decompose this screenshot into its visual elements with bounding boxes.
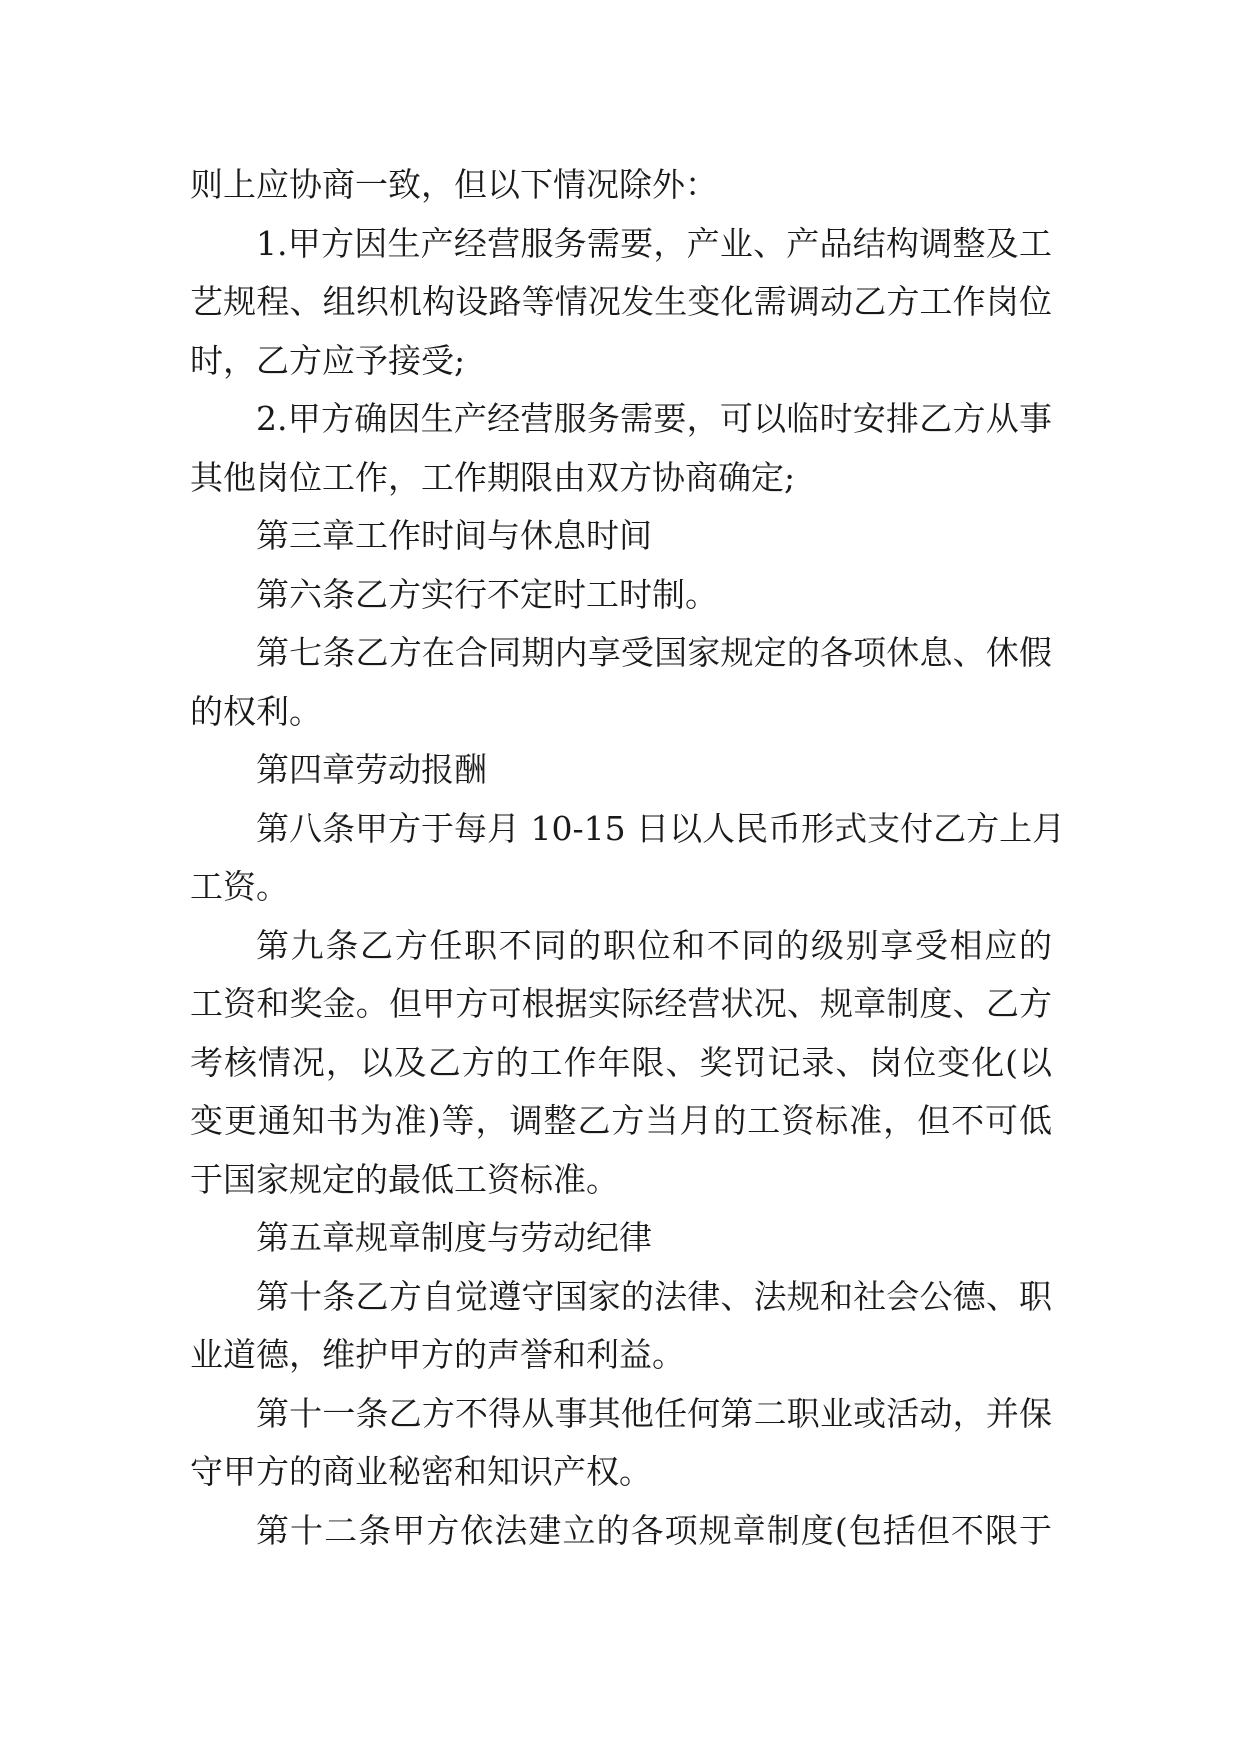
text-line: 其他岗位工作，工作期限由双方协商确定; — [190, 457, 796, 497]
text-line: 工资。 — [190, 867, 289, 906]
text-line: 第六条乙方实行不定时工时制。 — [256, 574, 718, 614]
text-line: 第十条乙方自觉遵守国家的法律、法规和社会公德、职 — [256, 1276, 1052, 1316]
text-line: 第七条乙方在合同期内享受国家规定的各项休息、休假 — [256, 633, 1052, 672]
text-line: 考核情况，以及乙方的工作年限、奖罚记录、岗位变化(以 — [190, 1042, 1052, 1082]
text-line: 艺规程、组织机构设路等情况发生变化需调动乙方工作岗位 — [190, 282, 1052, 321]
text-line: 2.甲方确因生产经营服务需要，可以临时安排乙方从事 — [256, 399, 1052, 438]
text-line: 时，乙方应予接受; — [190, 340, 466, 380]
text-line: 第九条乙方任职不同的职位和不同的级别享受相应的 — [256, 925, 1052, 965]
text-line: 1.甲方因生产经营服务需要，产业、产品结构调整及工 — [256, 223, 1052, 263]
text-line: 的权利。 — [190, 691, 322, 731]
text-line: 第八条甲方于每月 10-15 日以人民币形式支付乙方上月 — [256, 808, 1066, 848]
text-line: 第四章劳动报酬 — [256, 750, 487, 789]
text-line: 守甲方的商业秘密和知识产权。 — [190, 1452, 652, 1491]
text-line: 工资和奖金。但甲方可根据实际经营状况、规章制度、乙方 — [190, 984, 1052, 1023]
text-line: 第十二条甲方依法建立的各项规章制度(包括但不限于 — [256, 1510, 1052, 1550]
text-line: 第三章工作时间与休息时间 — [256, 516, 652, 555]
document-body — [190, 156, 1066, 1560]
text-line: 则上应协商一致，但以下情况除外： — [190, 165, 718, 204]
text-line: 于国家规定的最低工资标准。 — [190, 1159, 619, 1199]
text-line: 第十一条乙方不得从事其他任何第二职业或活动，并保 — [256, 1393, 1052, 1433]
text-line: 变更通知书为准)等，调整乙方当月的工资标准，但不可低 — [190, 1101, 1052, 1140]
text-line: 业道德，维护甲方的声誉和利益。 — [190, 1335, 685, 1374]
text-line: 第五章规章制度与劳动纪律 — [256, 1218, 652, 1257]
